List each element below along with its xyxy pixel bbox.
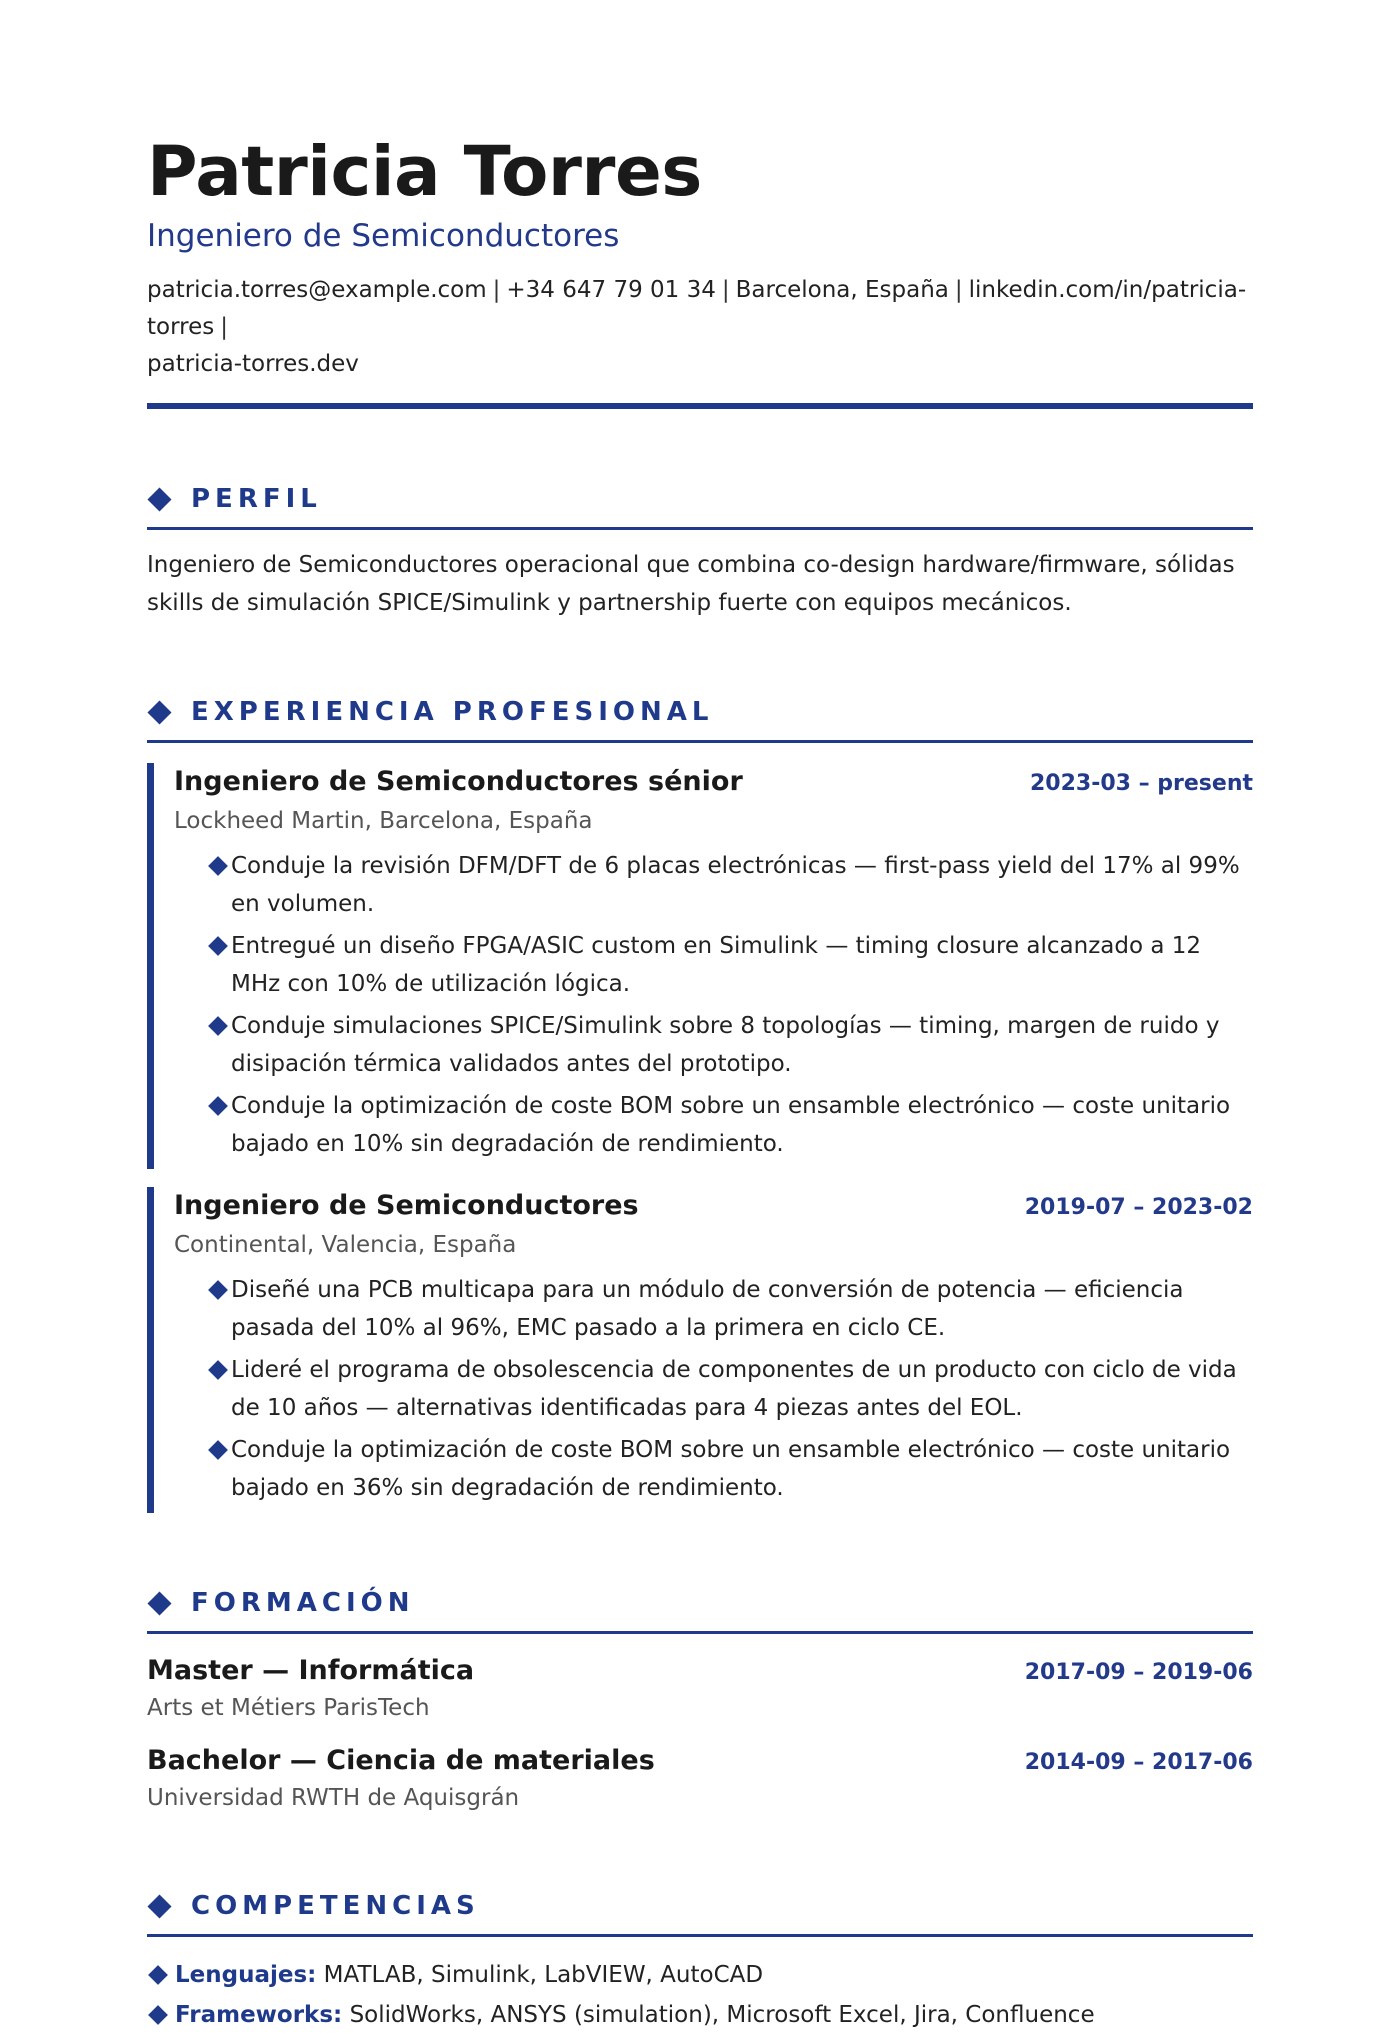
contact-website[interactable]: patricia-torres.dev [147,351,359,377]
job-entry [147,1187,1253,1513]
job-bullets [174,1271,1253,1507]
diamond-icon [147,1591,171,1615]
bullet-text: Entregué un diseño FPGA/ASIC custom en Simulink — timing closure alcanzado a 12 MHz con 10% de utilización lógica. [231,933,1202,997]
list-item [209,1007,1253,1083]
education-header [147,1742,1253,1780]
skill-row [147,1955,1253,1995]
skills-section [147,1886,1253,2035]
section-title: PERFIL [191,484,322,514]
education-dates: 2017-09 – 2019-06 [1024,1660,1253,1685]
section-divider [147,1631,1253,1634]
diamond-bullet-icon [148,2005,168,2025]
candidate-name: Patricia Torres [147,132,702,212]
education-entry [147,1742,1253,1816]
skill-label: Lenguajes: [175,1962,317,1988]
diamond-bullet-icon [208,1360,228,1380]
diamond-bullet-icon [208,1096,228,1116]
diamond-bullet-icon [208,1440,228,1460]
skill-row [147,1995,1253,2035]
education-header [147,1652,1253,1690]
job-bullets [174,847,1253,1163]
bullet-text: Conduje simulaciones SPICE/Simulink sobre 8 topologías — timing, margen de ruido y disipación térmica validados antes del prototipo. [231,1013,1220,1077]
section-divider [147,740,1253,743]
diamond-bullet-icon [208,1016,228,1036]
diamond-icon [147,1894,171,1918]
candidate-role: Ingeniero de Semiconductores [147,218,620,254]
diamond-bullet-icon [148,1965,168,1985]
bullet-text: Conduje la revisión DFM/DFT de 6 placas electrónicas — first-pass yield del 17% al 99% en volumen. [231,853,1240,917]
education-degree: Master — Informática [147,1655,475,1686]
education-degree: Bachelor — Ciencia de materiales [147,1745,655,1776]
skills-list [147,1955,1253,2035]
contact-phone: +34 647 79 01 34 [506,277,716,303]
diamond-icon [147,700,171,724]
list-item [209,1351,1253,1427]
diamond-bullet-icon [208,856,228,876]
contact-location: Barcelona, España [735,277,949,303]
profile-summary: Ingeniero de Semiconductores operacional que combina co-design hardware/firmware, sólidas skills de simulación SPICE/Simulink y partnership fuerte con equipos mecánicos. [147,552,1235,616]
diamond-bullet-icon [208,1280,228,1300]
job-dates: 2019-07 – 2023-02 [1024,1195,1253,1220]
contact-separator: | [721,277,730,303]
contact-line [147,272,1253,383]
contact-email[interactable]: patricia.torres@example.com [147,277,487,303]
job-company: Lockheed Martin, Barcelona, España [174,808,593,834]
job-title: Ingeniero de Semiconductores [174,1190,639,1221]
bullet-text: Conduje la optimización de coste BOM sobre un ensamble electrónico — coste unitario bajado en 10% sin degradación de rendimiento. [231,1093,1231,1157]
section-divider [147,1934,1253,1937]
education-school: Universidad RWTH de Aquisgrán [147,1785,520,1811]
section-divider [147,527,1253,530]
contact-separator: | [954,277,963,303]
job-entry [147,763,1253,1169]
profile-section [147,479,1253,622]
section-title: EXPERIENCIA PROFESIONAL [191,697,714,727]
job-title: Ingeniero de Semiconductores sénior [174,766,743,797]
list-item [209,1087,1253,1163]
section-header [147,1583,1253,1623]
section-title: COMPETENCIAS [191,1891,480,1921]
bullet-text: Diseñé una PCB multicapa para un módulo de conversión de potencia — eficiencia pasada del 10% al 96%, EMC pasado a la primera en ciclo CE. [231,1277,1184,1341]
education-entry [147,1652,1253,1726]
job-company: Continental, Valencia, España [174,1232,517,1258]
contact-linkedin[interactable]: linkedin.com/in/patricia-torres [147,277,1247,340]
skill-value: SolidWorks, ANSYS (simulation), Microsoft Excel, Jira, Confluence [349,2002,1095,2028]
bullet-text: Conduje la optimización de coste BOM sobre un ensamble electrónico — coste unitario bajado en 36% sin degradación de rendimiento. [231,1437,1231,1501]
header-divider [147,403,1253,409]
contact-separator: | [220,314,228,340]
section-header [147,692,1253,732]
diamond-bullet-icon [208,936,228,956]
job-dates: 2023-03 – present [1029,771,1253,796]
list-item [209,1431,1253,1507]
skill-label: Frameworks: [175,2002,343,2028]
list-item [209,927,1253,1003]
list-item [209,1271,1253,1347]
skill-value: MATLAB, Simulink, LabVIEW, AutoCAD [323,1962,764,1988]
section-header [147,479,1253,519]
experience-section [147,692,1253,1513]
diamond-icon [147,487,171,511]
education-dates: 2014-09 – 2017-06 [1024,1750,1253,1775]
section-title: FORMACIÓN [191,1588,415,1618]
education-section [147,1583,1253,1816]
section-header [147,1886,1253,1926]
job-header [174,763,1253,801]
education-school: Arts et Métiers ParisTech [147,1695,430,1721]
bullet-text: Lideré el programa de obsolescencia de componentes de un producto con ciclo de vida de 10 años — alternativas identificadas para 4 piezas antes del EOL. [231,1357,1237,1421]
contact-separator: | [492,277,501,303]
job-header [174,1187,1253,1225]
list-item [209,847,1253,923]
